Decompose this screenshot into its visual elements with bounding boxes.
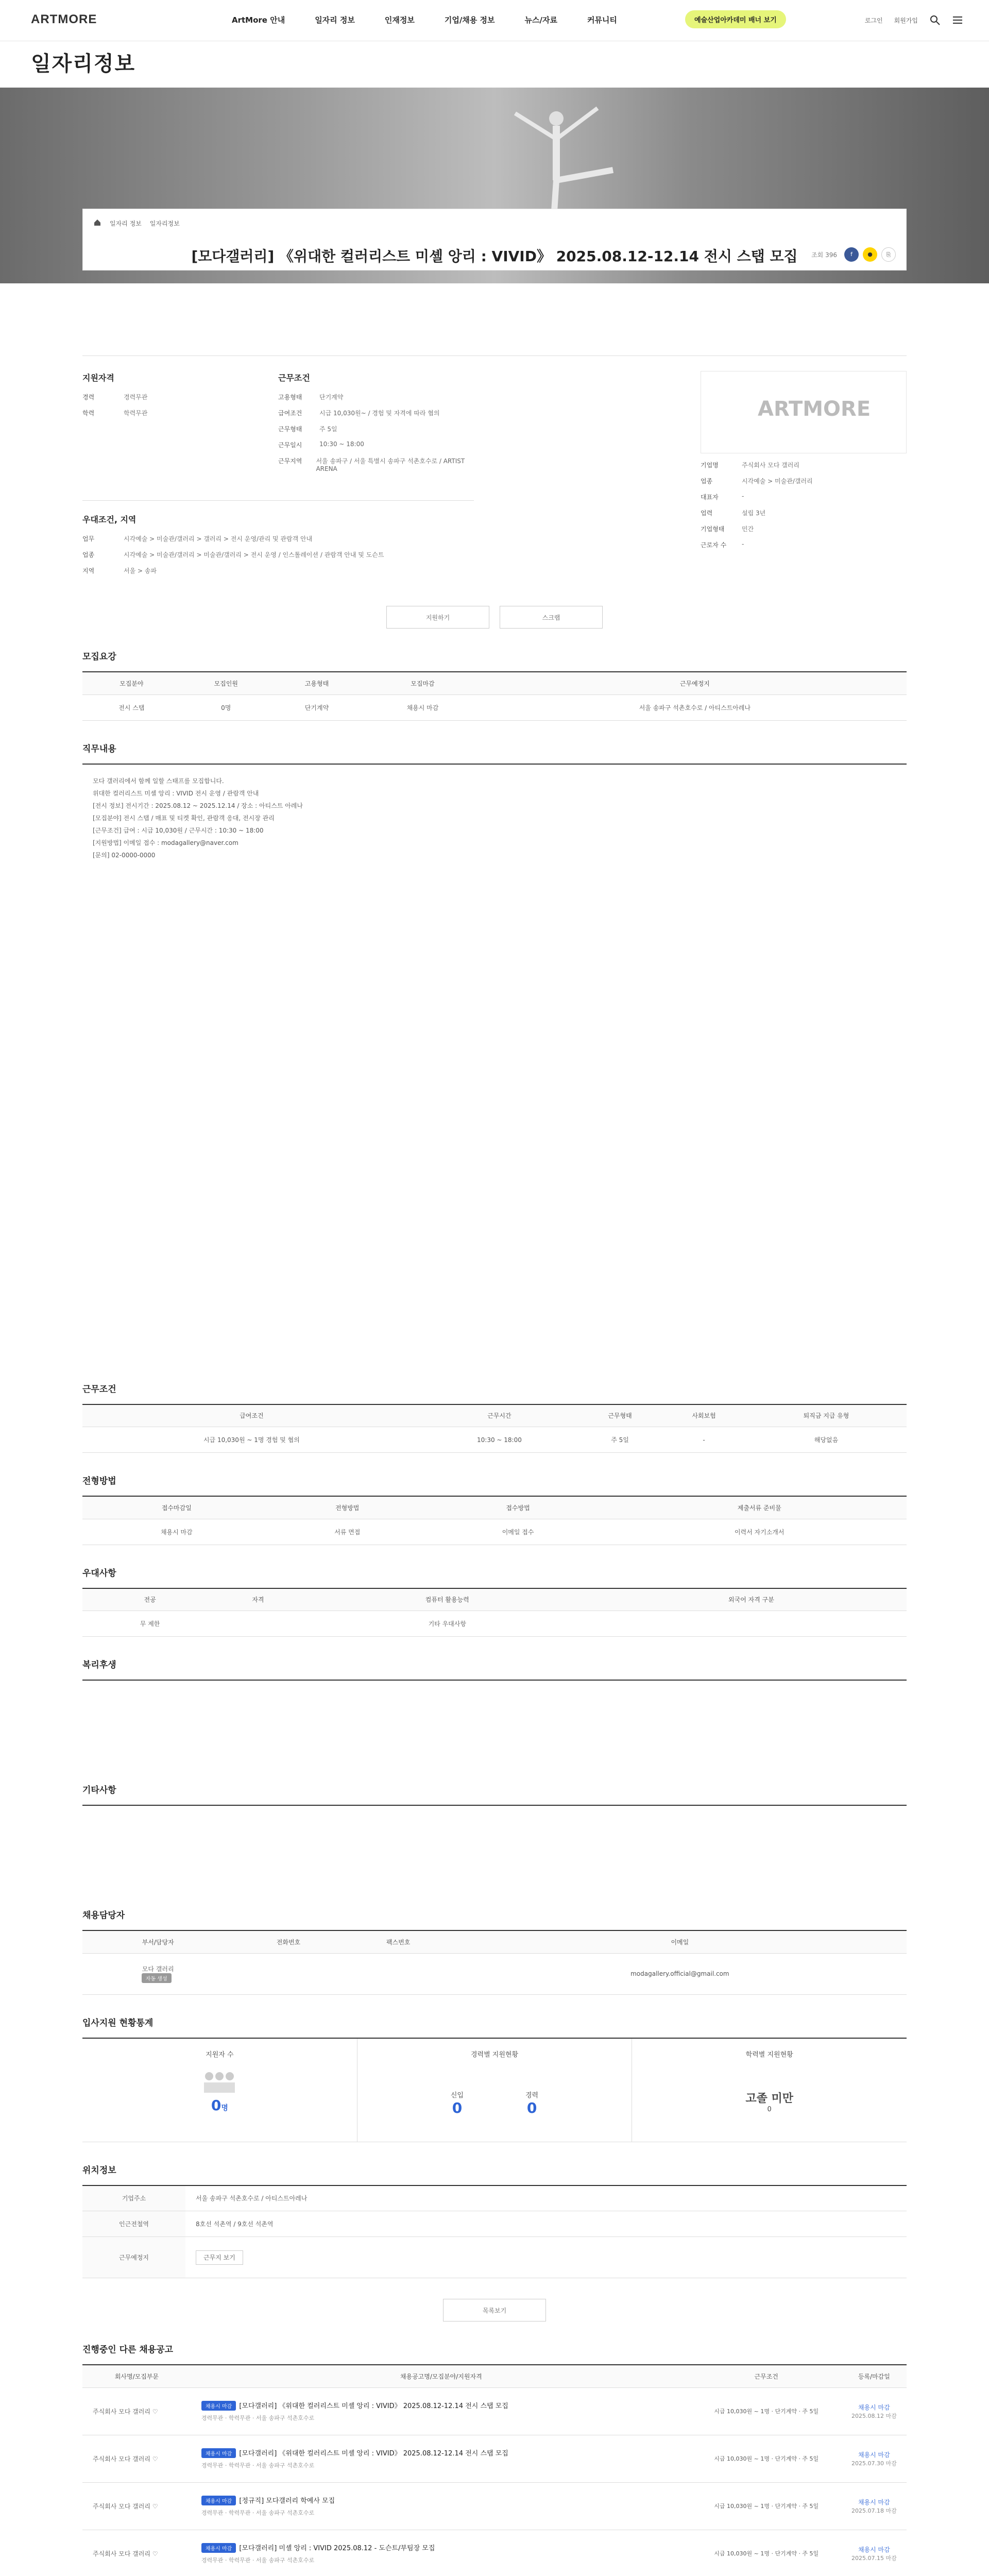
row-company: 주식회사 모다 갤러리 ♡ xyxy=(82,2530,191,2576)
row-title-cell xyxy=(191,2482,691,2530)
menu-item-about[interactable]: ArtMore 안내 xyxy=(232,15,285,25)
table-cell xyxy=(596,1611,907,1637)
table-cell: 이메일 접수 xyxy=(424,1519,612,1545)
map-button[interactable]: 근무지 보기 xyxy=(196,2250,243,2265)
site-logo[interactable]: ARTMORE xyxy=(31,12,97,26)
heart-icon[interactable]: ♡ xyxy=(152,2455,158,2463)
kv-key: 지역 xyxy=(82,567,95,574)
table-header: 고용형태 xyxy=(271,672,362,694)
career-value: 0 xyxy=(526,2099,537,2116)
career-label: 경력 xyxy=(525,2091,539,2099)
table-cell: 전시 스탭 xyxy=(82,694,181,720)
stats-label: 지원자 수 xyxy=(206,2050,234,2059)
table-cell: 무 제한 xyxy=(82,1611,217,1637)
table-header: 외국어 자격 구분 xyxy=(596,1588,907,1611)
welfare-section xyxy=(82,1657,907,1762)
row-meta: 경력무관 · 학력무관 · 서울 송파구 석촌호수로 xyxy=(201,2510,315,2516)
kv-key: 기업형태 xyxy=(701,526,725,533)
table-header: 전형방법 xyxy=(271,1496,424,1519)
row-meta: 경력무관 · 학력무관 · 서울 송파구 석촌호수로 xyxy=(201,2415,315,2421)
row-title[interactable]: [정규직] 모다갤러리 학예사 모집 xyxy=(239,2497,335,2505)
table-header: 팩스번호 xyxy=(344,1930,453,1953)
row-company: 주식회사 모다 갤러리 ♡ xyxy=(82,2435,191,2482)
kv-key: 업종 xyxy=(82,551,95,558)
job-list-row[interactable] xyxy=(82,2387,907,2435)
table-cell: 시급 10,030원 ~ 1명 경험 및 협의 xyxy=(82,1427,421,1453)
kv-row xyxy=(701,524,907,533)
table-header: 급여조건 xyxy=(82,1404,421,1427)
section-title: 채용담당자 xyxy=(82,1910,125,1921)
kv-row xyxy=(82,550,474,559)
recruit-table xyxy=(82,671,907,721)
heart-icon[interactable]: ♡ xyxy=(152,2502,158,2510)
table-header: 부서/담당자 xyxy=(82,1930,233,1953)
section-heading: 지원자격 xyxy=(82,373,114,383)
kv-value: 시각예술 > 미술관/갤러리 > 갤러리 > 전시 운영/관리 및 관람객 안내 xyxy=(124,535,313,543)
menu-item-talent[interactable]: 인재정보 xyxy=(384,15,415,25)
table-cell: 근무예정지 xyxy=(82,2237,185,2278)
stats-label: 학력별 지원현황 xyxy=(745,2050,793,2059)
table-cell xyxy=(185,2237,907,2278)
detail-sections xyxy=(82,649,907,2576)
menu-item-news[interactable]: 뉴스/자료 xyxy=(524,15,557,25)
kv-value: 10:30 ~ 18:00 xyxy=(319,440,364,448)
kv-key: 경력 xyxy=(82,394,95,401)
method-section xyxy=(82,1473,907,1545)
row-deadline: 2025.08.12 마감 xyxy=(851,2412,897,2419)
main-menu xyxy=(232,14,647,25)
utility-nav xyxy=(854,14,963,26)
section-title: 직무내용 xyxy=(82,743,116,754)
menu-icon[interactable] xyxy=(952,14,963,26)
people-icon xyxy=(82,2069,357,2097)
table-cell: 해당없음 xyxy=(746,1427,907,1453)
table-cell: 채용시 마감 xyxy=(362,694,483,720)
table-cell: 단기계약 xyxy=(271,694,362,720)
table-header: 모집인원 xyxy=(181,672,271,694)
skills-block xyxy=(82,500,474,575)
action-buttons xyxy=(82,606,907,629)
kv-value: - xyxy=(742,540,744,548)
table-cell: 8호선 석촌역 / 9호선 석촌역 xyxy=(185,2211,907,2237)
page-title: 일자리정보 xyxy=(31,52,136,76)
kv-key: 업력 xyxy=(701,510,713,517)
kv-row xyxy=(701,477,907,485)
row-deadline: 2025.07.18 마감 xyxy=(851,2507,897,2514)
kv-row xyxy=(278,456,474,472)
table-header: 근무조건 xyxy=(691,2365,842,2387)
row-company: 주식회사 모다 갤러리 ♡ xyxy=(82,2387,191,2435)
welfare-description xyxy=(82,1680,907,1762)
kv-key: 기업명 xyxy=(701,462,719,469)
scrap-button[interactable]: 스크랩 xyxy=(500,606,603,629)
section-title: 입사지원 현황통계 xyxy=(82,2018,154,2028)
section-heading: 근무조건 xyxy=(278,373,310,383)
facebook-share-icon[interactable]: f xyxy=(844,247,859,262)
row-apply[interactable]: 채용시 마감 xyxy=(858,2546,890,2553)
kv-key: 근로자 수 xyxy=(701,541,727,549)
condition-column xyxy=(278,371,474,480)
table-cell: 인근전철역 xyxy=(82,2211,185,2237)
academy-banner-button[interactable]: 예술산업아카데미 배너 보기 xyxy=(685,10,786,28)
applicant-number: 0 xyxy=(211,2096,221,2114)
qualification-column xyxy=(82,371,278,480)
kv-value: 시급 10,030원~ / 경험 및 자격에 따라 협의 xyxy=(319,410,440,417)
row-apply[interactable]: 채용시 마감 xyxy=(858,2451,890,2459)
table-header: 컴퓨터 활용능력 xyxy=(299,1588,596,1611)
row-title[interactable]: [모다갤러리] 《위대한 컬러리스트 미셸 앙리 : VIVID》 2025.08.12-12.14 전시 스탭 모집 xyxy=(239,2402,508,2410)
new-value: 0 xyxy=(452,2099,463,2116)
work-table xyxy=(82,1404,907,1453)
section-heading: 우대조건, 지역 xyxy=(82,515,137,524)
row-cond: 시급 10,030원 ~ 1명 · 단기계약 · 주 5일 xyxy=(691,2482,842,2530)
new-hire-stat xyxy=(451,2090,464,2116)
table-cell: 기업주소 xyxy=(82,2185,185,2211)
table-header: 퇴직금 지급 유형 xyxy=(746,1404,907,1427)
heart-icon[interactable]: ♡ xyxy=(152,2408,158,2415)
kv-value: 주식회사 모다 갤러리 xyxy=(742,462,799,469)
job-summary xyxy=(82,283,907,629)
breadcrumb-item[interactable]: 일자리 정보 xyxy=(110,220,142,227)
kv-row xyxy=(278,393,474,401)
kv-value: 서울 > 송파 xyxy=(124,567,157,574)
duty-description xyxy=(82,764,907,1361)
desc-line: [문의] 02-0000-0000 xyxy=(93,851,156,859)
career-stat xyxy=(525,2090,538,2116)
kv-row xyxy=(278,425,474,433)
kv-value: 설립 3년 xyxy=(742,510,766,517)
duty-section xyxy=(82,741,907,1361)
company-logo-text: ARTMORE xyxy=(758,397,871,421)
kv-row xyxy=(701,509,907,517)
table-header: 사회보험 xyxy=(662,1404,746,1427)
desc-line: 모다 갤러리에서 함께 일할 스태프를 모집합니다. xyxy=(93,777,224,785)
job-title: [모다갤러리] 《위대한 컬러리스트 미셸 앙리 : VIVID》 2025.08.12-12.14 전시 스탭 모집 xyxy=(191,248,798,265)
pref-section xyxy=(82,1566,907,1637)
career-breakdown xyxy=(357,2090,632,2116)
row-title[interactable]: [모다갤러리] 《위대한 컬러리스트 미셸 앙리 : VIVID》 2025.08.12-12.14 전시 스탭 모집 xyxy=(239,2450,508,2458)
table-header: 채용공고명/모집분야/지원자격 xyxy=(191,2365,691,2387)
table-cell: 채용시 마감 xyxy=(82,1519,271,1545)
desc-line: [모집분야] 전시 스탭 / 매표 및 티켓 확인, 관람객 응대, 전시장 관리 xyxy=(93,814,275,822)
section-title: 진행중인 다른 채용공고 xyxy=(82,2345,174,2355)
row-meta: 경력무관 · 학력무관 · 서울 송파구 석촌호수로 xyxy=(201,2462,315,2469)
kv-key: 업무 xyxy=(82,535,95,543)
kv-key: 학력 xyxy=(82,410,95,417)
stats-label: 경력별 지원현황 xyxy=(470,2050,519,2059)
career-stats-cell xyxy=(357,2039,633,2142)
ongoing-table xyxy=(82,2364,907,2576)
row-apply[interactable]: 채용시 마감 xyxy=(858,2498,890,2506)
kv-key: 근무지역 xyxy=(278,457,302,465)
table-header: 근무형태 xyxy=(578,1404,662,1427)
table-header: 회사명/모집부문 xyxy=(82,2365,191,2387)
applicant-unit: 명 xyxy=(221,2104,228,2112)
menu-item-community[interactable]: 커뮤니티 xyxy=(587,15,617,25)
menu-item-jobs[interactable]: 일자리 정보 xyxy=(315,15,355,25)
job-list-row[interactable] xyxy=(82,2482,907,2530)
table-cell xyxy=(82,1953,233,1994)
row-deadline: 2025.07.15 마감 xyxy=(851,2554,897,2562)
table-cell: 서울 송파구 석촌호수로 / 아티스트아레나 xyxy=(483,694,907,720)
kv-key: 업종 xyxy=(701,478,713,485)
heart-icon[interactable]: ♡ xyxy=(152,2550,158,2557)
table-cell xyxy=(344,1953,453,1994)
manager-section xyxy=(82,1908,907,1995)
row-title-cell xyxy=(191,2435,691,2482)
desc-line: [전시 정보] 전시기간 : 2025.08.12 ~ 2025.12.14 / 장소 : 아티스트 아레나 xyxy=(93,802,303,809)
desc-line: 위대한 컬러리스트 미셸 앙리 : VIVID 전시 운영 / 관람객 안내 xyxy=(93,789,259,797)
section-title: 전형방법 xyxy=(82,1476,116,1486)
status-badge: 채용시 마감 xyxy=(201,2448,236,2458)
table-header: 자격 xyxy=(217,1588,299,1611)
stats-section xyxy=(82,2015,907,2142)
kv-value: 단기계약 xyxy=(319,394,344,401)
status-badge: 채용시 마감 xyxy=(201,2401,236,2411)
kv-value: 시각예술 > 미술관/갤러리 > 미술관/갤러리 > 전시 운영 / 인스톨레이션 / 관람객 안내 및 도슨트 xyxy=(124,551,384,558)
kv-value: 학력무관 xyxy=(124,410,148,417)
kv-key: 급여조건 xyxy=(278,410,302,417)
home-icon[interactable] xyxy=(93,218,101,228)
row-title-cell xyxy=(191,2387,691,2435)
manager-tag: 자동 생성 xyxy=(142,1973,172,1983)
kv-value: 시각예술 > 미술관/갤러리 xyxy=(742,478,813,485)
table-cell: 서류 면접 xyxy=(271,1519,424,1545)
work-section xyxy=(82,1382,907,1453)
view-count: 조회 396 xyxy=(811,251,837,259)
row-date xyxy=(842,2387,907,2435)
table-header: 이메일 xyxy=(453,1930,907,1953)
ongoing-section xyxy=(82,2342,907,2576)
kv-row xyxy=(82,534,474,543)
section-title: 기타사항 xyxy=(82,1785,116,1795)
row-date xyxy=(842,2482,907,2530)
link-share-icon[interactable]: ⎘ xyxy=(881,247,896,262)
row-title-cell xyxy=(191,2530,691,2576)
row-cond: 시급 10,030원 ~ 1명 · 단기계약 · 주 5일 xyxy=(691,2530,842,2576)
table-cell: 서울 송파구 석촌호수로 / 아티스트아레나 xyxy=(185,2185,907,2211)
kv-row xyxy=(278,409,474,417)
row-meta: 경력무관 · 학력무관 · 서울 송파구 석촌호수로 xyxy=(201,2557,315,2564)
signup-link[interactable]: 회원가입 xyxy=(894,16,918,24)
kv-row xyxy=(82,409,278,417)
kv-row xyxy=(278,440,474,449)
etc-description xyxy=(82,1805,907,1887)
table-header: 전화번호 xyxy=(233,1930,343,1953)
section-title: 우대사항 xyxy=(82,1568,116,1579)
table-header: 등록/마감일 xyxy=(842,2365,907,2387)
table-cell xyxy=(217,1611,299,1637)
row-deadline: 2025.07.30 마감 xyxy=(851,2460,897,2467)
job-list-row[interactable] xyxy=(82,2530,907,2576)
table-header: 모집마감 xyxy=(362,672,483,694)
apply-button[interactable]: 지원하기 xyxy=(386,606,489,629)
table-cell: 기타 우대사항 xyxy=(299,1611,596,1637)
edu-value: 0 xyxy=(767,2105,772,2113)
search-icon[interactable] xyxy=(929,14,941,26)
row-cond: 시급 10,030원 ~ 1명 · 단기계약 · 주 5일 xyxy=(691,2387,842,2435)
kv-value: - xyxy=(742,493,744,500)
table-cell: 10:30 ~ 18:00 xyxy=(421,1427,578,1453)
kv-key: 고용형태 xyxy=(278,394,302,401)
kv-key: 대표자 xyxy=(701,494,719,501)
row-date xyxy=(842,2435,907,2482)
table-header: 제출서류 준비물 xyxy=(612,1496,907,1519)
table-cell: 이력서 자기소개서 xyxy=(612,1519,907,1545)
method-table xyxy=(82,1496,907,1545)
table-cell: 주 5일 xyxy=(578,1427,662,1453)
manager-table xyxy=(82,1930,907,1995)
status-badge: 채용시 마감 xyxy=(201,2543,236,2553)
table-header: 모집분야 xyxy=(82,672,181,694)
recruit-section xyxy=(82,649,907,721)
table-cell: - xyxy=(662,1427,746,1453)
table-cell xyxy=(233,1953,343,1994)
row-company: 주식회사 모다 갤러리 ♡ xyxy=(82,2482,191,2530)
table-cell: 0명 xyxy=(181,694,271,720)
company-card xyxy=(701,371,907,556)
kv-key: 근무일시 xyxy=(278,442,302,449)
location-table xyxy=(82,2185,907,2279)
etc-section xyxy=(82,1783,907,1887)
applicant-count xyxy=(82,2097,357,2114)
section-title: 위치정보 xyxy=(82,2165,116,2176)
table-header: 근무예정지 xyxy=(483,672,907,694)
menu-item-company[interactable]: 기업/채용 정보 xyxy=(444,15,495,25)
row-apply[interactable]: 채용시 마감 xyxy=(858,2403,890,2411)
section-title: 복리후생 xyxy=(82,1660,116,1670)
list-button[interactable]: 목록보기 xyxy=(443,2299,546,2321)
kv-row xyxy=(82,393,278,401)
breadcrumb xyxy=(93,218,188,228)
job-header-card xyxy=(82,209,907,270)
kv-value: 민간 xyxy=(742,526,754,533)
job-list-row[interactable] xyxy=(82,2435,907,2482)
desc-line: [지원방법] 이메일 접수 : modagallery@naver.com xyxy=(93,839,238,846)
kv-row xyxy=(82,566,474,575)
share-bar xyxy=(811,247,896,262)
new-label: 신입 xyxy=(450,2091,464,2099)
table-header: 접수마감일 xyxy=(82,1496,271,1519)
table-header: 접수방법 xyxy=(424,1496,612,1519)
stats-grid xyxy=(82,2038,907,2142)
row-date xyxy=(842,2530,907,2576)
login-link[interactable]: 로그인 xyxy=(864,16,883,24)
global-header xyxy=(0,0,989,41)
manager-email[interactable]: modagallery.official@gmail.com xyxy=(453,1953,907,1994)
applicant-count-cell xyxy=(82,2039,357,2142)
edu-label: 고졸 미만 xyxy=(745,2092,794,2105)
kakao-share-icon[interactable]: ● xyxy=(863,247,877,262)
company-logo xyxy=(701,371,907,453)
kv-value: 경력무관 xyxy=(124,394,148,401)
pref-table xyxy=(82,1588,907,1637)
row-cond: 시급 10,030원 ~ 1명 · 단기계약 · 주 5일 xyxy=(691,2435,842,2482)
desc-line: [근무조건] 급여 : 시급 10,030원 / 근무시간 : 10:30 ~ 18:00 xyxy=(93,826,264,834)
section-title: 근무조건 xyxy=(82,1384,116,1395)
kv-row xyxy=(701,461,907,469)
manager-name: 모다 갤러리 xyxy=(142,1965,174,1973)
breadcrumb-item[interactable]: 일자리정보 xyxy=(149,220,180,227)
kv-row xyxy=(701,493,907,501)
section-title: 모집요강 xyxy=(82,652,116,662)
kv-row xyxy=(701,540,907,549)
page-title-area xyxy=(0,41,989,88)
kv-value: 서울 송파구 / 서울 특별시 송파구 석촌호수로 / ARTIST ARENA xyxy=(316,457,465,472)
kv-key: 근무형태 xyxy=(278,426,302,433)
table-header: 전공 xyxy=(82,1588,217,1611)
table-header: 근무시간 xyxy=(421,1404,578,1427)
kv-value: 주 5일 xyxy=(319,426,337,433)
location-section xyxy=(82,2163,907,2322)
status-badge: 채용시 마감 xyxy=(201,2496,236,2505)
edu-stats-cell xyxy=(632,2039,907,2142)
row-title[interactable]: [모다갤러리] 미셸 앙리 : VIVID 2025.08.12 - 도슨트/부팀장 모집 xyxy=(239,2545,435,2552)
